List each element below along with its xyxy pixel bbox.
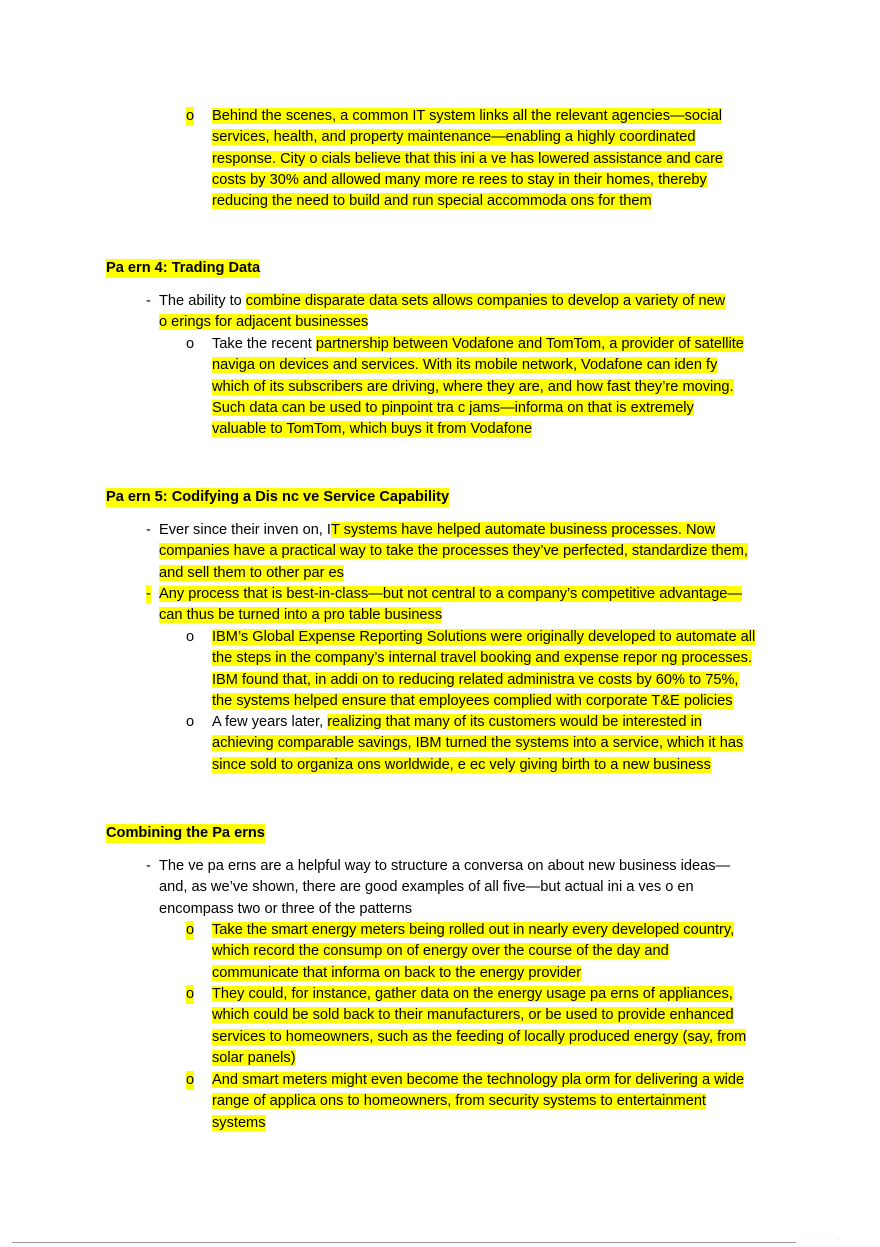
- text-line: [212, 107, 722, 126]
- text-line: [159, 857, 730, 876]
- text-line: [159, 900, 412, 919]
- text-line: [159, 878, 694, 897]
- text-line: [212, 150, 723, 169]
- text-line: [159, 564, 344, 583]
- text-line: [212, 378, 734, 397]
- text-line: [212, 1071, 744, 1090]
- text-span: A few years later,: [212, 714, 328, 730]
- text-line: [212, 671, 739, 690]
- bullet-marker: o: [186, 986, 195, 1002]
- bullet-marker: o: [186, 1072, 195, 1088]
- dash-marker: -: [146, 586, 151, 602]
- highlighted-text: They could, for instance, gather data on the energy usage pa erns of appliances,: [212, 986, 733, 1002]
- highlighted-text: o erings for adjacent businesses: [159, 314, 369, 331]
- text-line: [159, 313, 368, 332]
- highlighted-text: range of applica ons to homeowners, from security systems to entertainment: [212, 1093, 706, 1110]
- highlighted-text: companies have a practical way to take the processes they’ve perfected, standardize them,: [159, 543, 748, 560]
- highlighted-text: which of its subscribers are driving, where they are, and how fast they’re moving.: [212, 378, 734, 395]
- text-line: [212, 713, 702, 732]
- bullet-marker: o: [186, 336, 195, 352]
- highlighted-text: since sold to organiza ons worldwide, e ec vely giving birth to a new business: [212, 756, 711, 773]
- highlighted-text: costs by 30% and allowed many more re rees to stay in their homes, thereby: [212, 171, 707, 188]
- text-line: [212, 1114, 266, 1133]
- section-heading-combining: Combining the Pa erns: [106, 825, 265, 841]
- highlighted-text: IBM found that, in addi on to reducing related administra ve costs by 60% to 75%,: [212, 671, 739, 688]
- highlighted-text: T systems have helped automate business processes. Now: [330, 522, 716, 538]
- text-line: [212, 1049, 296, 1068]
- text-line: [212, 171, 707, 190]
- highlighted-text: Take the smart energy meters being rolled out in nearly every developed country,: [212, 922, 735, 938]
- highlighted-text: which record the consump on of energy over the course of the day and: [212, 943, 669, 960]
- highlighted-text: And smart meters might even become the technology pla orm for delivering a wide: [212, 1072, 745, 1088]
- text-line: [212, 692, 733, 711]
- text-span: Take the recent: [212, 336, 316, 352]
- highlighted-text: and sell them to other par es: [159, 564, 344, 581]
- highlighted-text: partnership between Vodafone and TomTom, a provider of satellite: [315, 336, 744, 352]
- highlighted-text: IBM’s Global Expense Reporting Solutions were originally developed to automate all: [212, 629, 756, 645]
- section-heading-pattern-5: Pa ern 5: Codifying a Dis nc ve Service Capability: [106, 489, 450, 505]
- highlighted-text: services, health, and property maintenance—enabling a highly coordinated: [212, 129, 696, 146]
- footer-page-marker: · · · · ·: [800, 1237, 844, 1243]
- highlighted-text: Such data can be used to pinpoint tra c jams—informa on that is extremely: [212, 399, 694, 416]
- highlighted-text: naviga on devices and services. With its mobile network, Vodafone can iden fy: [212, 357, 718, 374]
- text-line: [159, 542, 748, 561]
- text-line: [212, 942, 669, 961]
- highlighted-text: the steps in the company’s internal travel booking and expense repor ng processes.: [212, 650, 753, 667]
- highlighted-text: can thus be turned into a pro table business: [159, 607, 443, 624]
- text-line: [212, 734, 743, 753]
- highlighted-text: reducing the need to build and run special accommoda ons for them: [212, 193, 652, 210]
- highlighted-text: response. City o cials believe that this ini a ve has lowered assistance and care: [212, 150, 724, 167]
- highlighted-text: valuable to TomTom, which buys it from Vodafone: [212, 421, 533, 438]
- text-line: [212, 1006, 734, 1025]
- text-line: [212, 1092, 706, 1111]
- text-line: [212, 399, 694, 418]
- text-line: [212, 649, 752, 668]
- text-line: [159, 585, 742, 604]
- highlighted-text: Behind the scenes, a common IT system links all the relevant agencies—social: [212, 108, 722, 124]
- text-line: [212, 756, 711, 775]
- text-line: [212, 628, 755, 647]
- highlighted-text: achieving comparable savings, IBM turned the systems into a service, which it has: [212, 735, 744, 752]
- text-line: [212, 356, 717, 375]
- text-line: [159, 292, 725, 311]
- text-line: [159, 521, 715, 540]
- text-line: [212, 921, 734, 940]
- highlighted-text: solar panels): [212, 1049, 296, 1066]
- dash-marker: -: [146, 293, 151, 309]
- text-line: [212, 1028, 746, 1047]
- text-line: [159, 606, 442, 625]
- dash-marker: -: [146, 858, 151, 874]
- text-span: and, as we’ve shown, there are good examples of all five—but actual ini a ves o en: [159, 879, 694, 896]
- footer-divider: [12, 1242, 796, 1243]
- text-line: [212, 192, 652, 211]
- highlighted-text: realizing that many of its customers would be interested in: [327, 714, 702, 730]
- highlighted-text: which could be sold back to their manufacturers, or be used to provide enhanced: [212, 1007, 734, 1024]
- bullet-marker: o: [186, 629, 195, 645]
- bullet-marker: o: [186, 108, 195, 124]
- text-span: The ability to: [159, 293, 246, 309]
- bullet-marker: o: [186, 714, 195, 730]
- text-span: The ve pa erns are a helpful way to structure a conversa on about new business ideas—: [159, 858, 731, 874]
- text-line: [212, 335, 744, 354]
- text-line: [212, 964, 581, 983]
- highlighted-text: communicate that informa on back to the energy provider: [212, 964, 582, 981]
- highlighted-text: Any process that is best-in-class—but not central to a company’s competitive advantage—: [159, 586, 742, 602]
- highlighted-text: combine disparate data sets allows companies to develop a variety of new: [245, 293, 726, 309]
- highlighted-text: services to homeowners, such as the feeding of locally produced energy (say, from: [212, 1028, 747, 1045]
- highlighted-text: the systems helped ensure that employees complied with corporate T&E policies: [212, 692, 733, 709]
- text-line: [212, 985, 733, 1004]
- text-line: [212, 420, 532, 439]
- highlighted-text: systems: [212, 1114, 266, 1131]
- text-span: encompass two or three of the patterns: [159, 900, 413, 917]
- section-heading-pattern-4: Pa ern 4: Trading Data: [106, 260, 261, 276]
- dash-marker: -: [146, 522, 151, 538]
- text-span: Ever since their inven on, I: [159, 522, 331, 538]
- bullet-marker: o: [186, 922, 195, 938]
- text-line: [212, 128, 696, 147]
